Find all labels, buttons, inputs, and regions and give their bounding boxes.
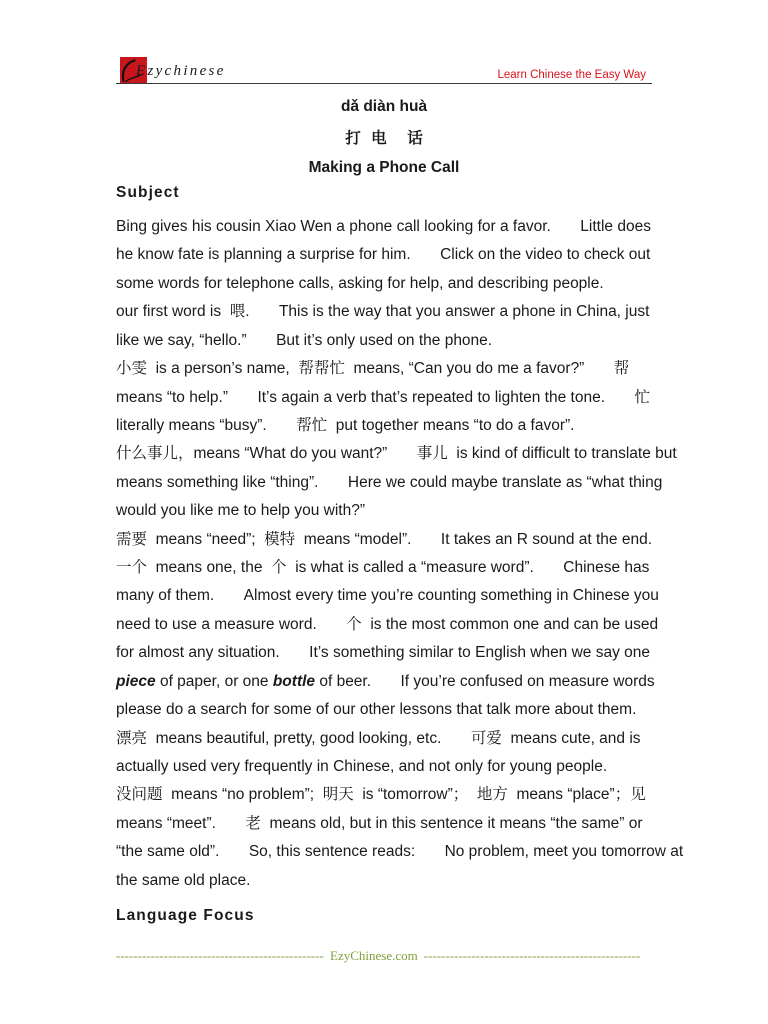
text-line: “the same old”. So, this sentence reads: No problem, meet you tomorrow at: [116, 838, 676, 866]
text-line: for almost any situation. It’s something similar to English when we say one: [116, 639, 676, 667]
text-line: Bing gives his cousin Xiao Wen a phone call looking for a favor. Little does: [116, 213, 676, 241]
body-text: [116, 213, 684, 895]
paragraph: [116, 355, 676, 440]
sentence-gap: [214, 582, 243, 610]
ezychinese-logo: [120, 56, 232, 84]
text-line: means “to help.” It’s again a verb that’s repeated to lighten the tone. 忙: [116, 384, 676, 412]
sentence-gap: [584, 355, 613, 383]
sentence-gap: [415, 838, 444, 866]
text-line: 小雯 is a person’s name, 帮帮忙 means, “Can you do me a favor?” 帮: [116, 355, 676, 383]
text-line: our first word is 喂. This is the way that you answer a phone in China, just: [116, 298, 676, 326]
text-line: 没问题 means “no problem”; 明天 is “tomorrow”； 地方 means “place”；见: [116, 786, 646, 804]
text-line: 一个 means one, the 个 is what is called a “measure word”. Chinese has: [116, 554, 676, 582]
text-line: need to use a measure word. 个 is the most common one and can be used: [116, 611, 676, 639]
sentence-gap: [318, 469, 347, 497]
sentence-gap: [441, 725, 470, 753]
text-segment: of beer. If you’re confused on measure words: [315, 673, 655, 690]
sentence-gap: [267, 412, 296, 440]
sentence-gap: [387, 440, 416, 468]
text-line: actually used very frequently in Chinese, and not only for young people.: [116, 758, 608, 776]
emphasized-word: piece: [116, 672, 156, 690]
paragraph: [116, 440, 676, 525]
text-line: [116, 668, 676, 696]
text-line: means something like “thing”. Here we could maybe translate as “what thing: [116, 469, 676, 497]
title-hanzi: 打 电 话: [345, 130, 423, 147]
header-divider: [116, 83, 652, 84]
paragraph: [116, 725, 676, 782]
text-line: 需要 means “need”; 模特 means “model”. It takes an R sound at the end.: [116, 526, 676, 554]
paragraph: [116, 554, 676, 725]
text-line: literally means “busy”. 帮忙 put together means “to do a favor”.: [116, 412, 676, 440]
sentence-gap: [216, 810, 245, 838]
text-line: would you like me to help you with?”: [116, 502, 365, 520]
sentence-gap: [247, 327, 276, 355]
sentence-gap: [219, 838, 248, 866]
text-line: means “meet”. 老 means old, but in this sentence it means “the same” or: [116, 810, 676, 838]
sentence-gap: [250, 298, 279, 326]
sentence-gap: [317, 611, 346, 639]
sentence-gap: [411, 526, 440, 554]
title-pinyin: dǎ diàn huà: [340, 98, 428, 115]
text-line: like we say, “hello.” But it’s only used on the phone.: [116, 327, 676, 355]
logo-wordmark: Ezychinese: [136, 63, 226, 79]
text-line: many of them. Almost every time you’re counting something in Chinese you: [116, 582, 676, 610]
paragraph: [116, 526, 676, 554]
text-segment: of paper, or one: [155, 672, 273, 690]
sentence-gap: [280, 639, 309, 667]
text-line: he know fate is planning a surprise for him. Click on the video to check out: [116, 241, 676, 269]
paragraph: [116, 298, 676, 355]
sentence-gap: [371, 668, 400, 696]
paragraph: [116, 781, 684, 895]
title-english: Making a Phone Call: [308, 159, 460, 176]
section-heading-language-focus: Language Focus: [116, 907, 255, 924]
footer-rule-left: ------------------------------------------------: [116, 948, 324, 963]
footer-rule-right: --------------------------------------------------: [423, 948, 641, 963]
sentence-gap: [534, 554, 563, 582]
text-line: 漂亮 means beautiful, pretty, good looking, etc. 可爱 means cute, and is: [116, 725, 676, 753]
page-footer: [116, 948, 642, 964]
sentence-gap: [228, 384, 257, 412]
section-heading-subject: Subject: [116, 184, 180, 201]
sentence-gap: [551, 213, 580, 241]
text-line: 什么事儿，means “What do you want?” 事儿 is kind of difficult to translate but: [116, 440, 676, 468]
paragraph: [116, 213, 676, 298]
sentence-gap: [411, 241, 440, 269]
text-line: some words for telephone calls, asking for help, and describing people.: [116, 274, 604, 292]
text-line: the same old place.: [116, 871, 251, 889]
footer-site-link[interactable]: EzyChinese.com: [330, 948, 418, 963]
header-tagline: Learn Chinese the Easy Way: [497, 69, 646, 81]
sentence-gap: [605, 384, 634, 412]
text-line: please do a search for some of our other lessons that talk more about them.: [116, 701, 637, 719]
emphasized-word: bottle: [272, 672, 316, 690]
